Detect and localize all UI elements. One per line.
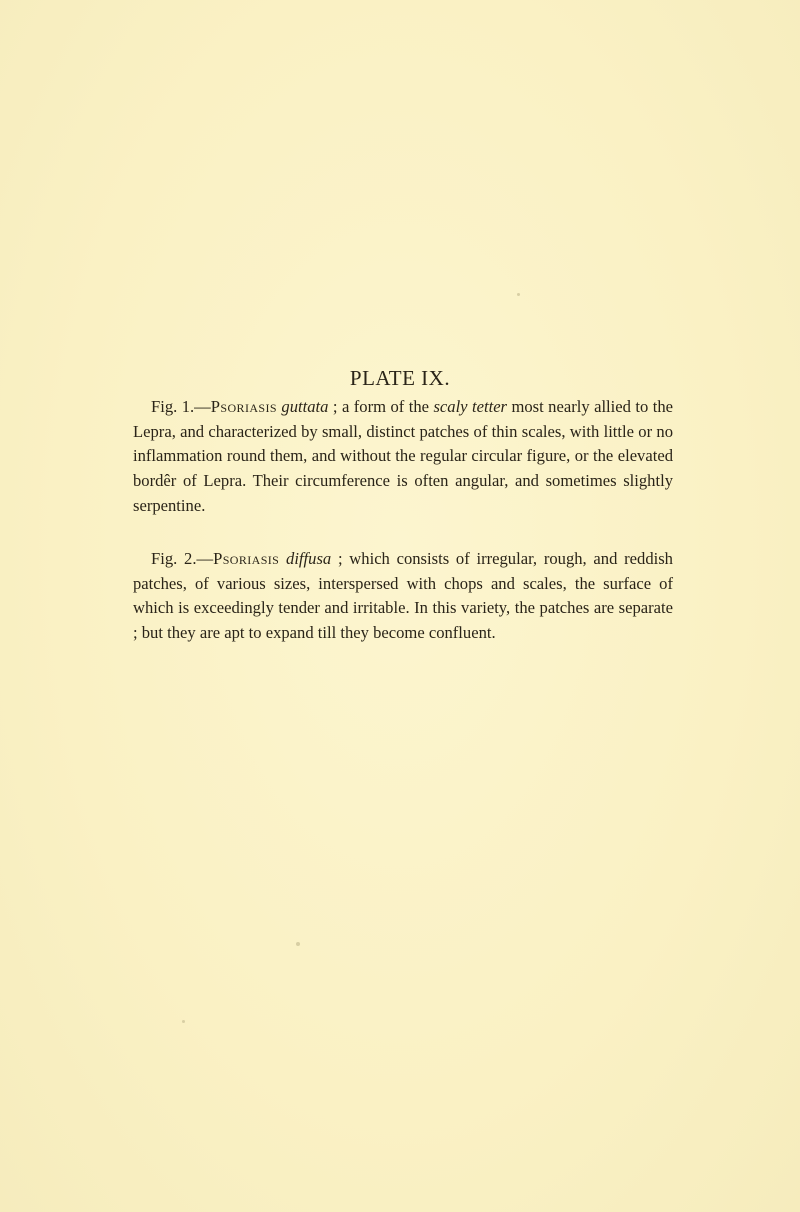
fig-2-description [133, 547, 673, 646]
paper-speck [296, 942, 300, 946]
fig-2-variety: diffusa [286, 549, 332, 568]
fig-1-description [133, 395, 673, 519]
fig-1-disease-name: Psoriasis [210, 397, 277, 416]
fig-1-text-b: most nearly allied to the Lepra, and characterized by small, distinct patches of thin scales, with little or no inflammation round them, and without the regular circular figure, or the elevated bordêr of Lepra. Their circumference is often angular, and sometimes slightly serpentine. [133, 397, 674, 515]
paper-speck [517, 293, 520, 296]
paper-speck [182, 1020, 185, 1023]
fig-1-scaly-tetter: scaly tetter [433, 397, 508, 416]
plate-title: PLATE IX. [349, 366, 451, 390]
fig-2-text: ; which consists of irregular, rough, and reddish patches, of various sizes, interspersed with chops and scales, the surface of which is exceedingly tender and irritable. In this variety, the patches are separate ; but they are apt to expand till they become confluent. [133, 549, 673, 643]
fig-1-text-a: ; a form of the [328, 397, 434, 416]
fig-2-disease-name: Psoriasis [213, 549, 280, 568]
fig-1-variety: guttata [281, 397, 329, 416]
fig-1-label: Fig. 1.— [151, 397, 211, 416]
fig-2-label: Fig. 2.— [151, 549, 214, 568]
